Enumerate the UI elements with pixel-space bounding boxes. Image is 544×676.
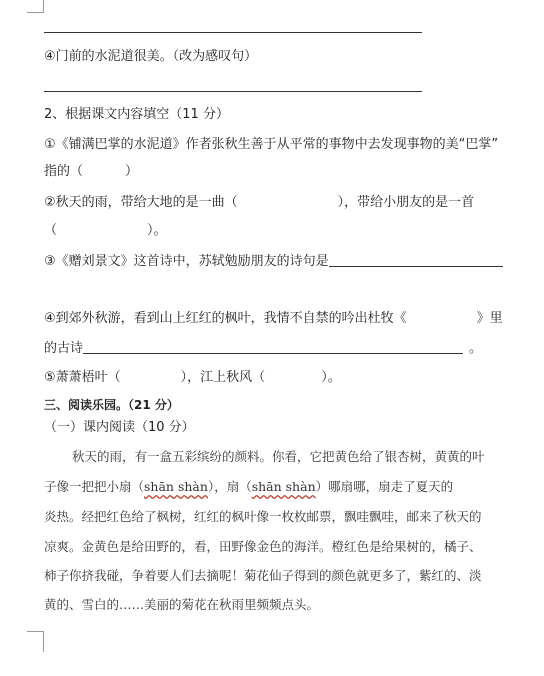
q4-text: 门前的水泥道很美。（改为感叹句） xyxy=(55,49,258,64)
s2-item1-line2 xyxy=(44,163,138,181)
section3-sub1: （一）课内阅读（10 分） xyxy=(44,420,195,435)
answer-line-q4 xyxy=(44,91,422,92)
answer-line-top xyxy=(44,32,422,33)
s2-item2-text-d: ）。 xyxy=(147,223,167,238)
s2-item1-line1 xyxy=(44,136,498,154)
passage-line-2-a: 子像一把把小扇（ xyxy=(44,479,145,494)
s2-item4-number: ④ xyxy=(44,311,56,326)
s2-item2-text-b: ），带给小朋友的是一首 xyxy=(337,195,475,210)
s2-item5-text-b: ），江上秋风（ xyxy=(180,370,266,385)
s2-item2-text-c: （ xyxy=(44,223,58,238)
s2-item3 xyxy=(44,252,503,271)
q4-rewrite-item xyxy=(44,48,257,66)
passage-line-6: 黄的、雪白的……美丽的菊花在秋雨里频频点头。 xyxy=(44,597,320,612)
s2-item4-text-a: 到郊外秋游，看到山上红红的枫叶，我情不自禁的吟出杜牧《 xyxy=(55,311,407,326)
page-corner-mark-bottom xyxy=(27,631,44,652)
s2-item5-text-c: ）。 xyxy=(321,370,341,385)
s2-item4-line1 xyxy=(44,310,503,328)
passage-line-1: 秋天的雨，有一盒五彩缤纷的颜料。你看，它把黄色给了银杏树，黄黄的叶 xyxy=(72,449,485,464)
section2-title: 2、根据课文内容填空（11 分） xyxy=(44,107,229,122)
s2-item3-blank[interactable] xyxy=(329,252,503,267)
s2-item5-number: ⑤ xyxy=(44,370,56,385)
s2-item1-text-b: 指的（ xyxy=(44,164,84,179)
s2-item4-line2 xyxy=(44,339,482,358)
s2-item5 xyxy=(44,369,341,387)
pinyin-choice-1: shān shàn xyxy=(144,479,208,494)
pinyin-choice-2: shān shàn xyxy=(251,479,316,494)
s2-item2-number: ② xyxy=(44,195,56,210)
passage-line-2 xyxy=(44,478,453,496)
passage-line-5: 柿子你挤我碰，争着要人们去摘呢！菊花仙子得到的颜色就更多了，紫红的、淡 xyxy=(44,568,482,583)
s2-item3-number: ③ xyxy=(44,254,56,269)
s2-item2-text-a: 秋天的雨，带给大地的是一曲（ xyxy=(55,195,238,210)
s2-item1-text-c: ） xyxy=(125,164,139,179)
s2-item4-blank2[interactable] xyxy=(83,339,463,354)
s2-item2-line1 xyxy=(44,194,474,212)
s2-item4-text-c: 的古诗 xyxy=(44,341,84,356)
passage-line-4: 凉爽。金黄色是给田野的，看，田野像金色的海洋。橙红色是给果树的，橘子、 xyxy=(44,539,482,554)
s2-item5-text-a: 萧萧梧叶（ xyxy=(55,370,121,385)
s2-item1-text: 《铺满巴掌的水泥道》作者张秋生善于从平常的事物中去发现事物的美“巴掌” xyxy=(55,137,499,152)
s2-item2-line2 xyxy=(44,222,167,240)
passage-line-2-b: ），扇（ xyxy=(207,479,252,494)
s2-item4-text-d: 。 xyxy=(469,341,483,356)
s2-item4-text-b: 》里 xyxy=(476,311,503,326)
section3-title: 三、阅读乐园。（21 分） xyxy=(44,398,179,412)
q4-number: ④ xyxy=(44,49,56,64)
passage-line-3: 炎热。经把红色给了枫树，红红的枫叶像一枚枚邮票，飘哇飘哇，邮来了秋天的 xyxy=(44,509,482,524)
page-corner-mark-top xyxy=(27,0,44,13)
s2-item1-number: ① xyxy=(44,137,56,152)
s2-item3-text: 《赠刘景文》这首诗中，苏轼勉励朋友的诗句是 xyxy=(55,254,329,269)
passage-line-2-c: ）哪扇哪，扇走了夏天的 xyxy=(315,479,454,494)
